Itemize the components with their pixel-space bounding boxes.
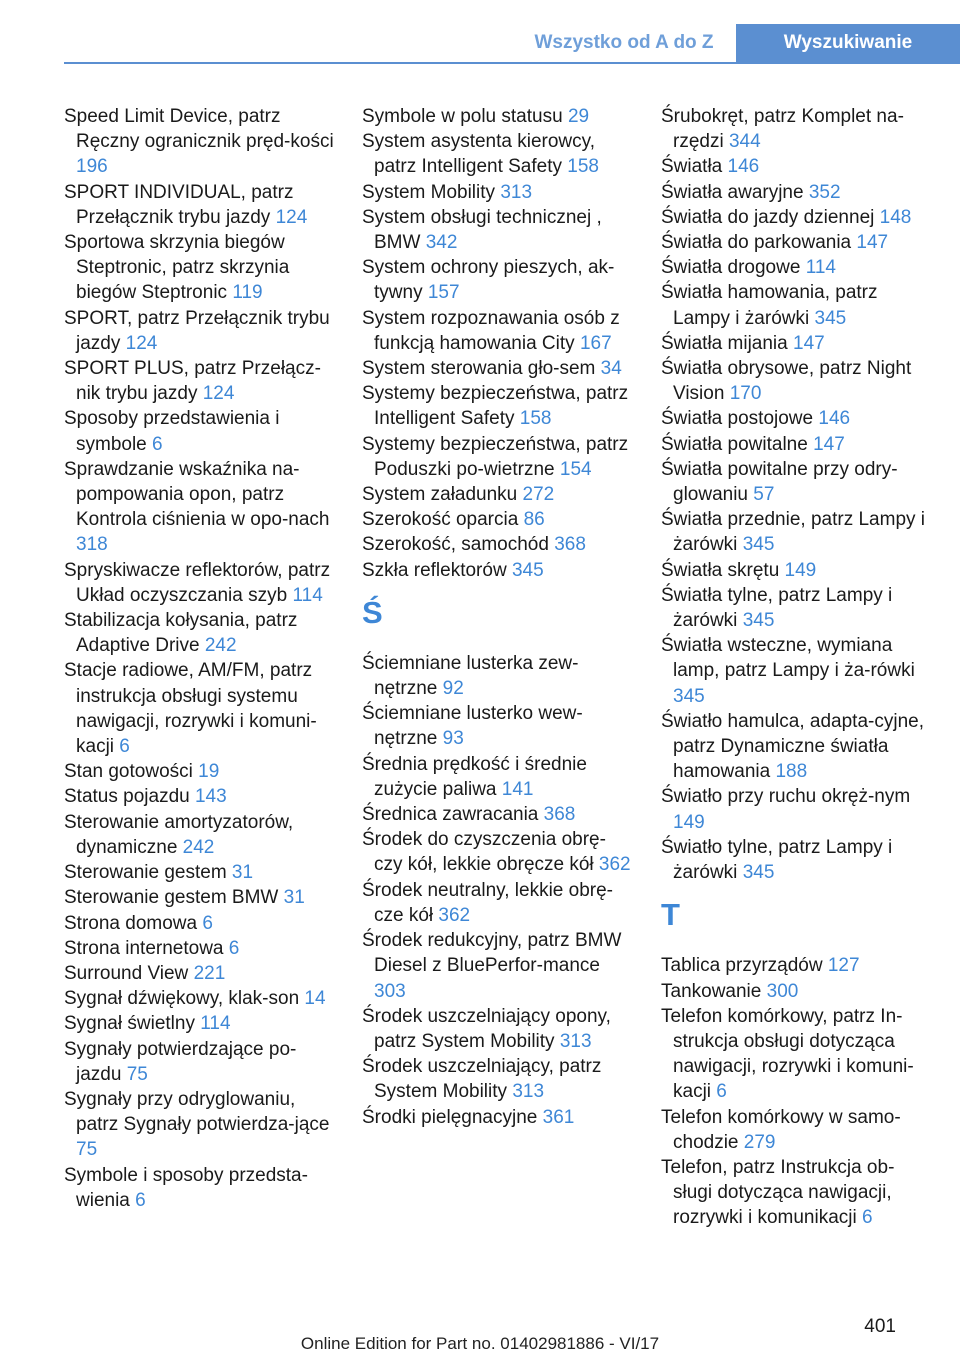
index-entry: [64, 936, 336, 961]
index-entry-text: Światła do jazdy dziennej: [661, 206, 880, 228]
index-entry: [661, 432, 933, 457]
index-entry-text: Ściemniane lusterka zew‐nętrzne: [362, 652, 579, 700]
index-entry-text: Środek uszczelniający opony, patrz System Mobility: [362, 1005, 611, 1052]
page-reference-link[interactable]: 158: [567, 156, 599, 178]
index-entry-text: Strona internetowa: [64, 937, 229, 959]
index-entry-text: Średnica zawracania: [362, 804, 544, 826]
page-reference-link[interactable]: 6: [135, 1189, 146, 1211]
index-entry-text: Szerokość oparcia: [362, 509, 524, 531]
page-reference-link[interactable]: 124: [275, 206, 308, 228]
page-reference-link[interactable]: 352: [808, 181, 841, 203]
index-entry-text: Ściemniane lusterko wew‐nętrzne: [362, 703, 583, 750]
page-reference-link[interactable]: 147: [856, 232, 889, 254]
index-entry: [661, 154, 933, 179]
index-column-3: [661, 104, 933, 1231]
index-entry: [661, 104, 933, 154]
index-entry-text: Środek uszczelniający, patrz System Mobility: [362, 1056, 602, 1103]
page-reference-link[interactable]: 279: [743, 1131, 776, 1153]
index-entry-text: Spryskiwacze reflektorów, patrz Układ oczyszczania szyb: [64, 559, 331, 606]
page-header: [0, 24, 960, 64]
index-entry: [64, 1011, 336, 1036]
index-entry-text: Środki pielęgnacyjne: [362, 1106, 543, 1128]
page-number: 401: [864, 1316, 896, 1337]
page-reference-link[interactable]: 114: [200, 1013, 231, 1035]
index-entry: [661, 583, 933, 633]
index-entry: [362, 532, 634, 557]
index-entry-text: Symbole i sposoby przedsta‐wienia: [64, 1164, 308, 1211]
index-entry-text: Speed Limit Device, patrz Ręczny ogranicznik pręd‐kości: [64, 106, 334, 153]
page-reference-link[interactable]: 141: [501, 778, 534, 800]
index-entry-text: System asystenta kierowcy, patrz Intelligent Safety: [362, 131, 596, 178]
page-reference-link[interactable]: 242: [182, 836, 215, 858]
index-entry-text: Szerokość, samochód: [362, 534, 555, 556]
page-reference-link[interactable]: 19: [198, 761, 220, 783]
page-reference-link[interactable]: 345: [742, 610, 775, 632]
index-entry: [362, 482, 634, 507]
page-reference-link[interactable]: 368: [554, 534, 586, 556]
page-reference-link[interactable]: 368: [543, 804, 576, 826]
page-reference-link[interactable]: 344: [728, 131, 761, 153]
index-entry: [362, 104, 634, 129]
index-entry: [362, 255, 634, 305]
page-reference-link[interactable]: 147: [793, 332, 825, 354]
index-entry-text: Światła: [661, 156, 728, 178]
index-entry: [661, 406, 933, 431]
page-reference-link[interactable]: 127: [827, 955, 860, 977]
page-reference-link[interactable]: 154: [559, 458, 592, 480]
page-reference-link[interactable]: 345: [814, 307, 847, 329]
index-entry: [661, 280, 933, 330]
index-entry-text: Stacje radiowe, AM/FM, patrz instrukcja obsługi systemu nawigacji, rozrywki i komuni‐kacji: [64, 660, 317, 758]
index-entry: [661, 507, 933, 557]
index-entry: [64, 1037, 336, 1087]
section-letter: Ś: [362, 594, 383, 630]
index-entry: [661, 1105, 933, 1155]
index-entry-text: Światła mijania: [661, 332, 793, 354]
page-reference-link[interactable]: 86: [523, 509, 545, 531]
index-entry-text: Światła obrysowe, patrz Night Vision: [661, 358, 912, 405]
index-entry-text: Surround View: [64, 962, 194, 984]
index-entry-text: Sprawdzanie wskaźnika na‐pompowania opon, patrz Kontrola ciśnienia w opo‐nach: [64, 458, 330, 531]
index-entry-text: Światła powitalne: [661, 433, 814, 455]
index-entry-text: Status pojazdu: [64, 786, 195, 808]
index-entry-text: Telefon komórkowy w samo‐chodzie: [661, 1106, 901, 1153]
page-reference-link[interactable]: 75: [76, 1139, 98, 1161]
index-entry-text: Światło przy ruchu okręż‐nym: [661, 786, 911, 808]
index-entry-text: Światła wsteczne, wymiana lamp, patrz Lampy i ża‐rówki: [661, 635, 915, 682]
index-entry-text: Światła tylne, patrz Lampy i żarówki: [661, 584, 893, 632]
index-entry-text: Środek neutralny, lekkie obrę‐cze kół: [362, 879, 613, 926]
index-entry: [362, 1105, 634, 1130]
index-entry: [661, 633, 933, 709]
index-entry-text: Symbole w polu statusu: [362, 106, 568, 127]
index-entry-text: Tankowanie: [661, 980, 767, 1002]
page-reference-link[interactable]: 300: [766, 980, 799, 1002]
index-entry: [661, 457, 933, 507]
index-entry-text: Sposoby przedstawienia i symbole: [64, 408, 280, 455]
index-entry: [661, 205, 933, 230]
page-reference-link[interactable]: 313: [512, 1081, 545, 1103]
index-entry: [64, 784, 336, 809]
index-entry-text: Środek do czyszczenia obrę‐czy kół, lekkie obręcze kół: [362, 829, 606, 876]
index-column-2: [362, 104, 634, 1130]
index-entry: [362, 381, 634, 431]
index-entry: [362, 928, 634, 1004]
page-reference-link[interactable]: 303: [374, 980, 406, 1002]
page-reference-link[interactable]: 158: [519, 408, 552, 430]
index-entry-text: System sterowania gło‐sem: [362, 358, 601, 380]
index-entry: [362, 205, 634, 255]
page-reference-link[interactable]: 345: [742, 862, 775, 884]
index-entry-text: Sportowa skrzynia biegów Steptronic, patrz skrzynia biegów Steptronic: [64, 232, 290, 304]
page-reference-link[interactable]: 167: [579, 332, 612, 354]
page-reference-link[interactable]: 362: [598, 854, 631, 876]
index-entry: [362, 558, 634, 583]
index-entry-text: Sygnały przy odryglowaniu, patrz Sygnały potwierdza‐jące: [64, 1088, 330, 1136]
index-entry: [64, 406, 336, 456]
index-entry: [64, 911, 336, 936]
index-entry-text: System Mobility: [362, 181, 501, 203]
index-entry-text: Systemy bezpieczeństwa, patrz Intelligent Safety: [362, 383, 629, 430]
index-entry-text: Światło hamulca, adapta‐cyjne, patrz Dynamiczne światła hamowania: [661, 710, 924, 783]
index-entry-text: Światła awaryjne: [661, 181, 809, 203]
index-entry: [362, 701, 634, 751]
page-reference-link[interactable]: 92: [442, 678, 464, 700]
page-reference-link[interactable]: 149: [673, 811, 705, 833]
index-entry-text: System rozpoznawania osób z funkcją hamowania City: [362, 307, 620, 354]
section-letter: T: [661, 897, 680, 933]
index-entry-text: Światło tylne, patrz Lampy i żarówki: [661, 836, 893, 884]
footer-edition: Online Edition for Part no. 01402981886 - VI/17: [300, 1334, 660, 1353]
index-entry-text: Sterowanie gestem: [64, 862, 232, 884]
index-entry: [64, 1087, 336, 1163]
index-entry: [661, 835, 933, 885]
index-entry: [362, 129, 634, 179]
index-entry-text: Systemy bezpieczeństwa, patrz Poduszki po‐wietrzne: [362, 433, 629, 480]
index-entry: [661, 558, 933, 583]
page-reference-link[interactable]: 34: [600, 358, 622, 380]
index-entry-text: Światła hamowania, patrz Lampy i żarówki: [661, 282, 878, 329]
index-entry-text: Światła skrętu: [661, 559, 785, 581]
index-entry-text: Stabilizacja kołysania, patrz Adaptive Drive: [64, 610, 298, 657]
index-entry-text: Sygnały potwierdzające po‐jazdu: [64, 1038, 297, 1085]
index-entry: [64, 810, 336, 860]
page-reference-link[interactable]: 114: [292, 584, 323, 606]
index-entry-text: SPORT PLUS, patrz Przełącz‐nik trybu jazdy: [64, 358, 321, 405]
index-entry-text: Światła drogowe: [661, 257, 806, 279]
index-entry: [64, 356, 336, 406]
page-reference-link[interactable]: 57: [753, 484, 775, 506]
page-reference-link[interactable]: 313: [500, 181, 533, 203]
page-reference-link[interactable]: 6: [228, 937, 240, 959]
index-entry-text: Światła przednie, patrz Lampy i żarówki: [661, 509, 926, 556]
index-entry-text: Tablica przyrządów: [661, 955, 828, 977]
page-reference-link[interactable]: 362: [438, 904, 471, 926]
page-reference-link[interactable]: 149: [784, 559, 817, 581]
index-entry-text: System obsługi technicznej , BMW: [362, 206, 602, 254]
page-reference-link[interactable]: 75: [126, 1063, 148, 1085]
index-entry: [64, 1163, 336, 1213]
page-reference-link[interactable]: 313: [559, 1030, 592, 1052]
index-entry-text: Sygnał dźwiękowy, klak‐son: [64, 988, 305, 1010]
page-reference-link[interactable]: 119: [232, 282, 263, 304]
index-entry: [661, 331, 933, 356]
page-reference-link[interactable]: 93: [442, 728, 464, 750]
index-entry-text: Telefon, patrz Instrukcja ob‐sługi dotycząca nawigacji, rozrywki i komunikacji: [661, 1156, 895, 1229]
index-entry: [64, 558, 336, 608]
index-entry: [362, 432, 634, 482]
index-entry: [661, 230, 933, 255]
index-entry: [64, 457, 336, 558]
index-entry-text: Telefon komórkowy, patrz In‐strukcja obsługi dotycząca nawigacji, rozrywki i komuni‐kacji: [661, 1005, 914, 1103]
index-column-1: [64, 104, 336, 1213]
page-reference-link[interactable]: 361: [542, 1106, 575, 1128]
page-reference-link[interactable]: 242: [204, 635, 237, 657]
index-entry: [64, 759, 336, 784]
index-entry: [64, 885, 336, 910]
page-reference-link[interactable]: 146: [727, 156, 760, 178]
index-entry-text: Sterowanie amortyzatorów, dynamiczne: [64, 811, 294, 858]
page-reference-link[interactable]: 148: [879, 206, 912, 228]
index-entry-text: Sterowanie gestem BMW: [64, 887, 284, 909]
index-entry-text: System załadunku: [362, 484, 523, 506]
page-reference-link[interactable]: 345: [742, 534, 775, 556]
index-entry-text: Stan gotowości: [64, 761, 199, 783]
index-entry-text: SPORT, patrz Przełącznik trybu jazdy: [64, 307, 330, 354]
index-entry: [661, 1155, 933, 1231]
page-reference-link[interactable]: 147: [813, 433, 845, 455]
index-entry: [362, 752, 634, 802]
page-reference-link[interactable]: 6: [119, 736, 130, 758]
index-entry-text: Światła do parkowania: [661, 232, 857, 254]
index-entry: [362, 507, 634, 532]
index-entry: [661, 356, 933, 406]
index-entry-text: Śrubokręt, patrz Komplet na‐rzędzi: [661, 106, 904, 153]
index-entry: [661, 1004, 933, 1105]
index-entry-text: Szkła reflektorów: [362, 559, 512, 581]
index-entry: [362, 306, 634, 356]
index-entry-text: Światła powitalne przy odry‐glowaniu: [661, 458, 898, 506]
index-entry: [362, 1054, 634, 1104]
index-entry: [661, 180, 933, 205]
page-reference-link[interactable]: 14: [304, 988, 326, 1010]
index-entry-text: Strona domowa: [64, 912, 203, 934]
index-entry: [661, 255, 933, 280]
index-entry: [64, 104, 336, 180]
page-reference-link[interactable]: 6: [202, 912, 213, 934]
index-entry: [64, 961, 336, 986]
index-entry: [362, 878, 634, 928]
index-entry: [661, 979, 933, 1004]
index-entry: [661, 784, 933, 834]
page-reference-link[interactable]: 6: [716, 1081, 727, 1103]
index-entry: [362, 802, 634, 827]
page-reference-link[interactable]: 143: [194, 786, 227, 808]
index-entry: [64, 306, 336, 356]
header-divider: [64, 62, 960, 64]
tab-search[interactable]: Wyszukiwanie: [736, 24, 960, 64]
page-reference-link[interactable]: 31: [283, 887, 305, 909]
page-reference-link[interactable]: 318: [76, 534, 108, 556]
index-entry-text: System ochrony pieszych, ak‐tywny: [362, 257, 615, 304]
page-reference-link[interactable]: 170: [729, 383, 762, 405]
index-entry: [64, 658, 336, 759]
page-reference-link[interactable]: 342: [425, 232, 458, 254]
index-entry: [64, 608, 336, 658]
page-reference-link[interactable]: 6: [861, 1207, 873, 1229]
page-reference-link[interactable]: 124: [125, 332, 158, 354]
index-entry: [64, 180, 336, 230]
page-reference-link[interactable]: 124: [202, 383, 235, 405]
index-entry: [362, 356, 634, 381]
page-reference-link[interactable]: 157: [427, 282, 460, 304]
page-reference-link[interactable]: 345: [673, 685, 705, 707]
index-entry: [64, 230, 336, 306]
index-entry-text: Średnia prędkość i średnie zużycie paliwa: [362, 753, 587, 800]
page-reference-link[interactable]: 114: [805, 257, 836, 279]
index-entry: [661, 709, 933, 785]
page-reference-link[interactable]: 146: [818, 408, 851, 430]
page-reference-link[interactable]: 345: [511, 559, 544, 581]
page-reference-link[interactable]: 272: [522, 484, 555, 506]
index-entry: [362, 651, 634, 701]
page-reference-link[interactable]: 221: [193, 962, 226, 984]
index-entry-text: Sygnał świetlny: [64, 1013, 201, 1035]
page-reference-link[interactable]: 196: [76, 156, 108, 178]
page-reference-link[interactable]: 31: [231, 862, 254, 884]
index-entry: [362, 180, 634, 205]
index-entry: [661, 953, 933, 978]
index-entry: [64, 860, 336, 885]
page-reference-link[interactable]: 6: [152, 433, 163, 455]
index-entry-text: Środek redukcyjny, patrz BMW Diesel z BluePerfor‐mance: [362, 930, 622, 977]
index-entry-text: SPORT INDIVIDUAL, patrz Przełącznik trybu jazdy: [64, 181, 294, 228]
section-breadcrumb[interactable]: Wszystko od A do Z: [534, 32, 714, 53]
index-entry: [362, 827, 634, 877]
index-entry: [64, 986, 336, 1011]
page-reference-link[interactable]: 29: [567, 106, 590, 127]
index-entry: [362, 1004, 634, 1054]
page-reference-link[interactable]: 188: [775, 761, 808, 783]
index-entry-text: Światła postojowe: [661, 408, 819, 430]
